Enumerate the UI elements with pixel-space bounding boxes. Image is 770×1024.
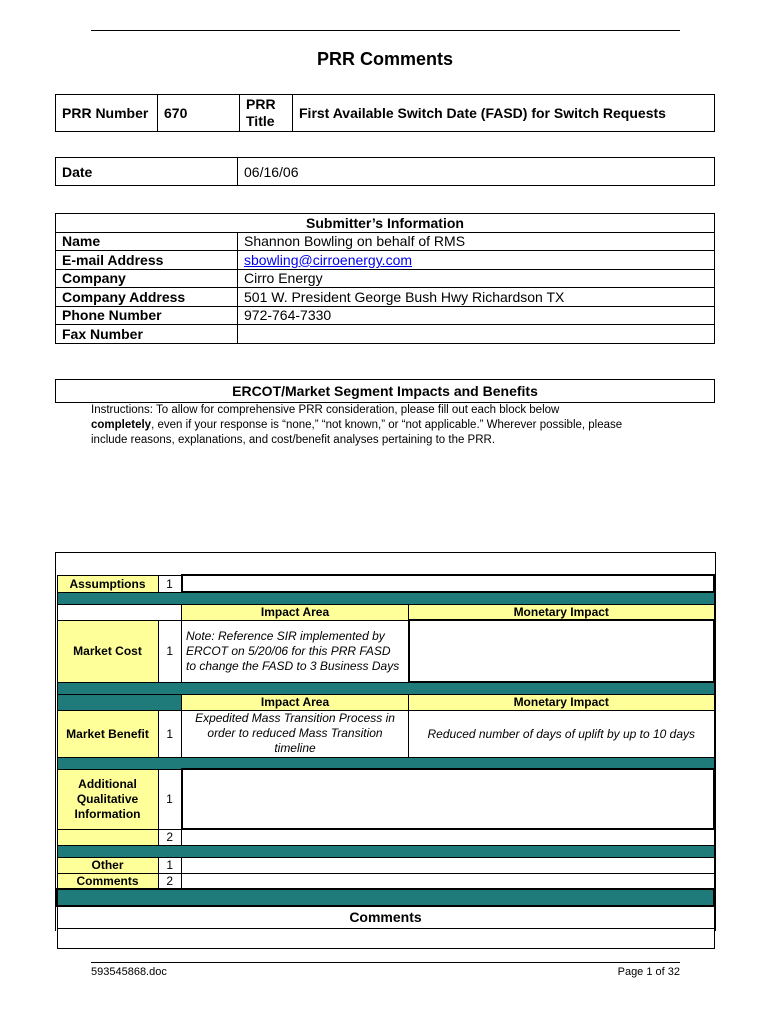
company-address-value: 501 W. President George Bush Hwy Richardson TX [238, 288, 715, 307]
teal-divider [57, 592, 714, 604]
name-label: Name [56, 232, 238, 251]
company-address-label: Company Address [56, 288, 238, 307]
comments-heading: Comments [57, 906, 714, 928]
market-benefit-num: 1 [158, 710, 182, 757]
company-label: Company [56, 269, 238, 288]
assumptions-label: Assumptions [57, 575, 158, 592]
footer-rule [91, 962, 680, 963]
email-label: E-mail Address [56, 251, 238, 270]
market-cost-monetary [409, 620, 715, 682]
additional-num-1: 1 [158, 769, 182, 829]
impact-area-header: Impact Area [182, 604, 409, 620]
teal-divider [57, 682, 714, 694]
impacts-heading: ERCOT/Market Segment Impacts and Benefits [56, 380, 715, 403]
other-comments-label-1: Other [57, 857, 158, 873]
email-link[interactable]: sbowling@cirroenergy.com [244, 251, 413, 268]
impact-table [56, 574, 715, 949]
prr-title-label: PRR Title [240, 95, 293, 132]
other-num-2: 2 [158, 873, 182, 889]
instructions-line-2 [91, 418, 691, 433]
submitter-heading: Submitter’s Information [56, 214, 715, 233]
comments-body [57, 928, 714, 948]
teal-header-blank [57, 694, 182, 710]
submitter-table [55, 213, 715, 344]
date-value: 06/16/06 [238, 158, 715, 186]
fax-value [238, 325, 715, 344]
monetary-impact-header: Monetary Impact [409, 694, 715, 710]
market-cost-area: Note: Reference SIR implemented by ERCOT on 5/20/06 for this PRR FASD to change the FASD to 3 Business Days [182, 620, 409, 682]
other-value-2 [182, 873, 715, 889]
instructions-bold: completely [91, 419, 152, 431]
top-rule [91, 30, 680, 31]
impacts-heading-table [55, 379, 715, 403]
market-benefit-label: Market Benefit [57, 710, 158, 757]
other-value-1 [182, 857, 715, 873]
market-benefit-area: Expedited Mass Transition Process in order to reduced Mass Transition timeline [182, 710, 409, 757]
instructions-line-1: Instructions: To allow for comprehensive PRR consideration, please fill out each block below [91, 404, 560, 416]
teal-divider [57, 889, 714, 906]
phone-label: Phone Number [56, 306, 238, 325]
footer-page: Page 1 of 32 [617, 966, 680, 978]
teal-divider [57, 845, 714, 857]
page-title: PRR Comments [316, 49, 454, 69]
instructions-line-2-text: , even if your response is “none,” “not known,” or “not applicable.” Wherever possible, please [151, 419, 623, 431]
other-num-1: 1 [158, 857, 182, 873]
assumptions-value [182, 575, 715, 592]
prr-header-table [55, 94, 715, 132]
footer-filename: 593545868.doc [91, 966, 167, 978]
name-value: Shannon Bowling on behalf of RMS [238, 232, 715, 251]
market-cost-label: Market Cost [57, 620, 158, 682]
other-comments-label-2: Comments [57, 873, 158, 889]
phone-value: 972-764-7330 [238, 306, 715, 325]
additional-value-2 [182, 829, 715, 845]
impact-area-header: Impact Area [182, 694, 409, 710]
prr-title-value: First Available Switch Date (FASD) for Switch Requests [293, 95, 715, 132]
blank-header-cell [57, 604, 182, 620]
market-benefit-monetary: Reduced number of days of uplift by up to 10 days [409, 710, 715, 757]
instructions-line-3: include reasons, explanations, and cost/benefit analyses pertaining to the PRR. [91, 434, 496, 446]
company-value: Cirro Energy [238, 269, 715, 288]
prr-number-label: PRR Number [56, 95, 158, 132]
additional-num-2: 2 [158, 829, 182, 845]
monetary-impact-header: Monetary Impact [409, 604, 715, 620]
fax-label: Fax Number [56, 325, 238, 344]
additional-label-cont [57, 829, 158, 845]
teal-divider [57, 757, 714, 769]
additional-info-label: Additional Qualitative Information [57, 769, 158, 829]
additional-value-1 [182, 769, 715, 829]
date-table [55, 157, 715, 186]
instructions [91, 403, 691, 448]
market-cost-num: 1 [158, 620, 182, 682]
assumptions-num: 1 [158, 575, 182, 592]
date-label: Date [56, 158, 238, 186]
prr-number-value: 670 [158, 95, 240, 132]
